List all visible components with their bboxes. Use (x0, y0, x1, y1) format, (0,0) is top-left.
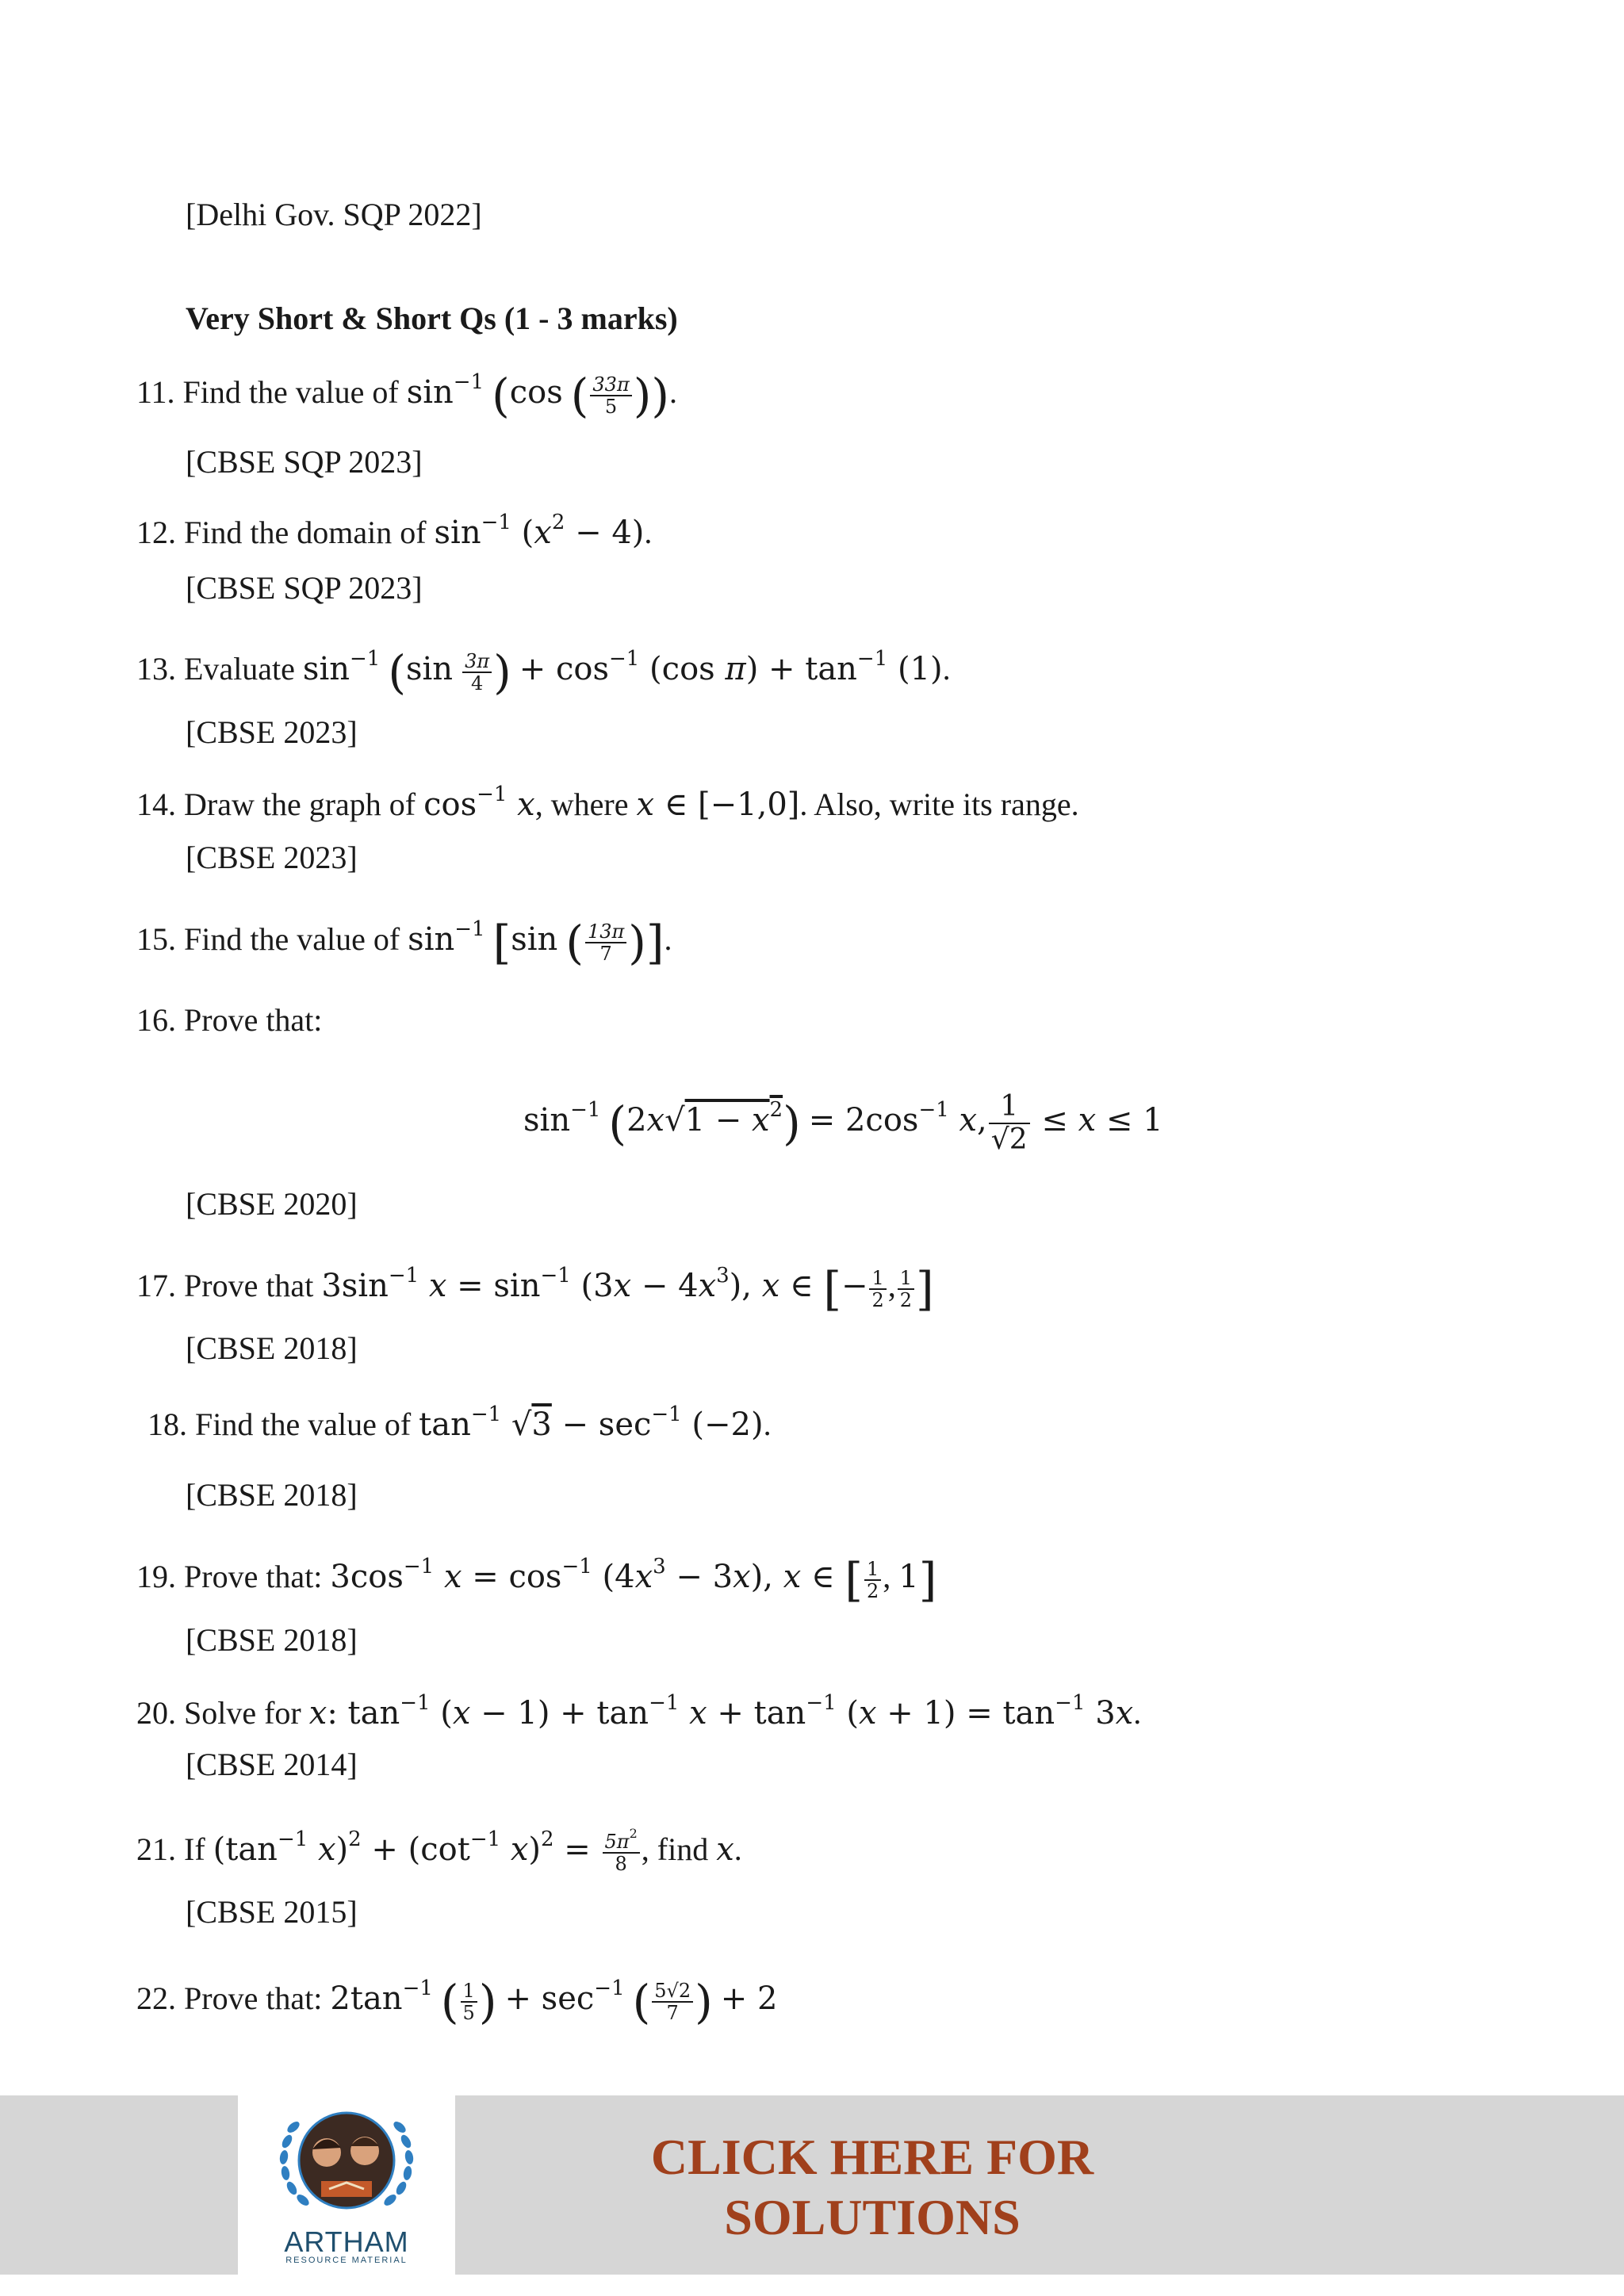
question-22-lead: 22. Prove that: (136, 1980, 331, 2016)
question-12-lead: 12. Find the domain of (136, 515, 435, 550)
question-17: 17. Prove that $3\sin^{-1}$ $x = \sin^{-1} (3x - 4x^3)$, x ∈ [− $\frac{1}{2}$ , $\frac{1}{2}$ ] (136, 1261, 934, 1316)
question-15-lead: 15. Find the value of (136, 921, 408, 957)
artham-logo (238, 2095, 455, 2275)
section-heading: Very Short & Short Qs (1 - 3 marks) (186, 300, 678, 336)
source-tag: [CBSE 2018] (186, 1330, 358, 1366)
laurel-emblem-icon (238, 2095, 455, 2230)
question-20-lead: 20. Solve for (136, 1695, 309, 1731)
question-14: 14. Draw the graph of $\cos^{-1} x$, where x ∈ [−1,0]. Also, write its range. (136, 782, 1079, 823)
solutions-link[interactable] (571, 2127, 1174, 2248)
source-tag: [CBSE 2023] (186, 840, 358, 875)
question-18: 18. Find the value of $\tan^{-1} √3 - \sec^{-1} (-2)$. (147, 1402, 772, 1443)
logo-wordmark: ARTHAM (284, 2225, 409, 2258)
question-15: 15. Find the value of $\sin^{-1} [\sin$ ( $\frac{13\pi}{7}$ )]. (136, 915, 672, 970)
footer-banner (0, 2095, 1624, 2275)
question-12: 12. Find the domain of $\sin^{-1} (x^2 - 4)$. (136, 510, 653, 551)
source-tag: [CBSE 2018] (186, 1477, 358, 1513)
source-tag: [CBSE 2014] (186, 1747, 358, 1782)
question-14-lead: 14. Draw the graph of (136, 786, 424, 822)
question-16: 16. Prove that: (136, 1002, 323, 1038)
question-20: 20. Solve for x: $\tan^{-1} (x - 1) + \tan^{-1} x + \tan^{-1} (x + 1) = \tan^{-1} 3x$. (136, 1690, 1142, 1732)
question-21: 21. If ($\tan^{-1}$ $x)^2 + (\cot^{-1}$ x)$^2$ = $\frac{5\pi^2}{8}$ , find x. (136, 1825, 742, 1875)
question-19-lead: 19. Prove that: (136, 1559, 331, 1594)
question-17-lead: 17. Prove that (136, 1268, 322, 1303)
question-11: 11. Find the value of $\sin^{-1} (\cos$ ( $\frac{33\pi}{5}$ )). (136, 368, 677, 423)
question-14-tail: . Also, write its range. (799, 786, 1079, 822)
cta-line-2[interactable]: SOLUTIONS (724, 2189, 1021, 2245)
source-tag: [CBSE 2015] (186, 1894, 358, 1930)
source-tag: [CBSE 2018] (186, 1622, 358, 1658)
question-18-lead: 18. Find the value of (147, 1406, 419, 1442)
source-tag: [Delhi Gov. SQP 2022] (186, 197, 482, 232)
question-13-lead: 13. Evaluate (136, 651, 303, 687)
cta-line-1[interactable]: CLICK HERE FOR (650, 2129, 1094, 2185)
question-19: 19. Prove that: $3\cos^{-1}$ $x = \cos^{-1} (4x^3 - 3x)$, x ∈ [ $\frac{1}{2}$ , 1] (136, 1552, 937, 1607)
source-tag: [CBSE 2023] (186, 714, 358, 750)
question-21-lead: 21. If (136, 1831, 213, 1867)
source-tag: [CBSE SQP 2023] (186, 444, 423, 480)
question-16-equation: $\sin^{-1} (2x√1 - x^2) = 2\cos^{-1}$ x, $\frac{1}{√2}$ ≤ x ≤ 1 (523, 1090, 1163, 1156)
logo-tagline: RESOURCE MATERIAL (285, 2256, 408, 2265)
source-tag: [CBSE 2020] (186, 1186, 358, 1222)
question-22: 22. Prove that: $2\tan^{-1}$ ( $\frac{1}{5}$ ) + $\sec^{-1}$ ( $\frac{5√2}{7}$ ) + 2 (136, 1974, 778, 2029)
question-13: 13. Evaluate $\sin^{-1} (\sin$ $\frac{3\pi}{4}$ ) + $\cos^{-1} (\cos$ $\pi) + \tan^{-1} (1)$. (136, 645, 951, 699)
question-21-tail: , find (641, 1831, 717, 1867)
source-tag: [CBSE SQP 2023] (186, 570, 423, 606)
question-14-mid: , where (534, 786, 637, 822)
question-11-lead: 11. Find the value of (136, 374, 407, 410)
